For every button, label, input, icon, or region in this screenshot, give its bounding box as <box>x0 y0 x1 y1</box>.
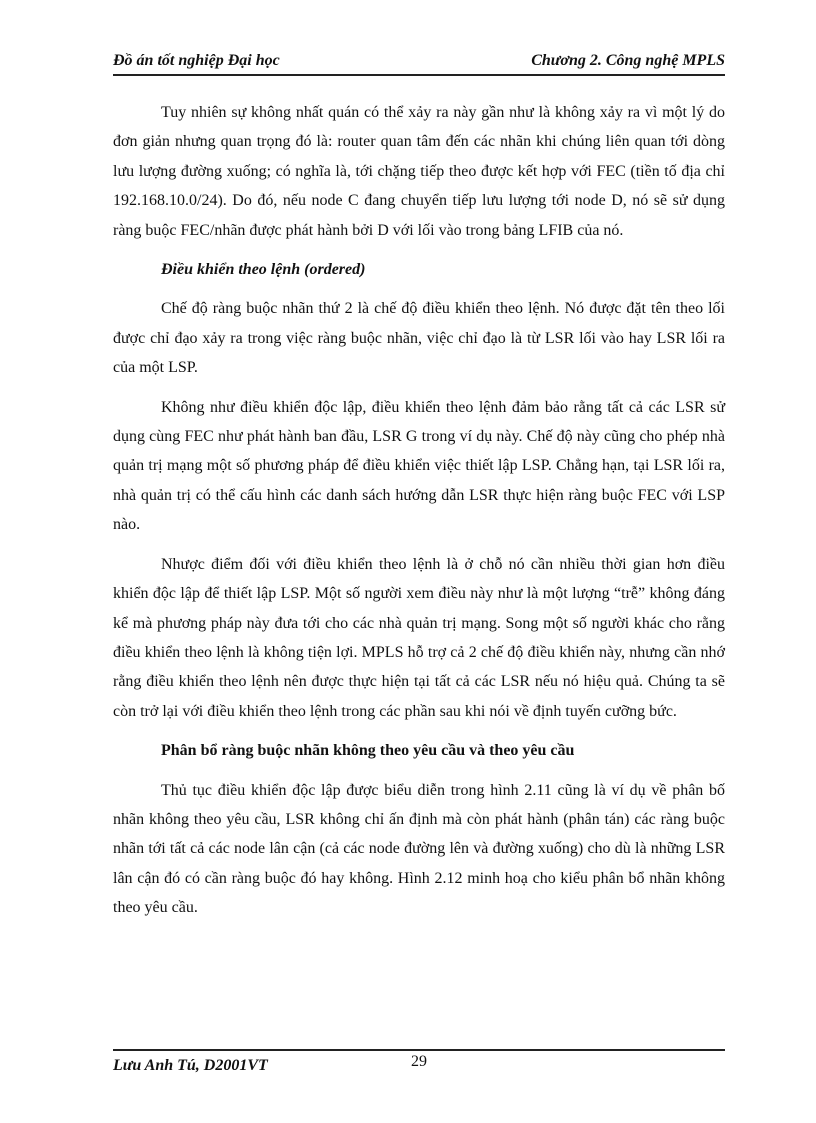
page-body <box>113 98 725 933</box>
paragraph-1: Tuy nhiên sự không nhất quán có thể xảy ra này gần như là không xảy ra vì một lý do đơn giản nhưng quan trọng đó là: router quan tâm đến các nhãn khi chúng liên quan tới dòng lưu lượng đường xuống; có nghĩa là, tới chặng tiếp theo được kết hợp với FEC (tiền tố địa chỉ 192.168.10.0/24). Do đó, nếu node C đang chuyển tiếp lưu lượng tới node D, nó sẽ sử dụng ràng buộc FEC/nhãn được phát hành bởi D với lối vào trong bảng LFIB của nó. <box>113 104 725 239</box>
page-footer <box>113 1049 725 1081</box>
paragraph-3: Không như điều khiển độc lập, điều khiển theo lệnh đảm bảo rằng tất cả các LSR sử dụng cùng FEC như phát hành ban đầu, LSR G trong ví dụ này. Chế độ này cũng cho phép nhà quản trị mạng một số phương pháp để điều khiển việc thiết lập LSP. Chẳng hạn, tại LSR lối ra, nhà quản trị có thể cấu hình các danh sách hướng dẫn LSR thực hiện ràng buộc FEC với LSP nào. <box>113 398 725 534</box>
header-document-title: Đồ án tốt nghiệp Đại học <box>113 52 280 69</box>
paragraph-4: Nhược điểm đối với điều khiển theo lệnh là ở chỗ nó cần nhiều thời gian hơn điều khiển độc lập để thiết lập LSP. Một số người xem điều này như là một lượng “trễ” không đáng kể mà phương pháp này đưa tới cho các nhà quản trị mạng. Song một số người khác cho rằng điều khiển theo lệnh là không tiện lợi. MPLS hỗ trợ cả 2 chế độ điều khiển này, nhưng cần nhớ rằng điều khiển theo lệnh nên được thực hiện tại tất cả các LSR nếu nó hiệu quả. Chúng ta sẽ còn trở lại với điều khiển theo lệnh trong các phần sau khi nói về định tuyến cưỡng bức. <box>113 555 725 720</box>
section-heading-ordered-control: Điều khiển theo lệnh (ordered) <box>161 261 366 279</box>
footer-author: Lưu Anh Tú, D2001VT <box>113 1057 268 1074</box>
page-header <box>113 48 725 76</box>
header-chapter-title: Chương 2. Công nghệ MPLS <box>531 52 725 69</box>
section-heading-label-distribution: Phân bổ ràng buộc nhãn không theo yêu cầu và theo yêu cầu <box>161 742 575 760</box>
paragraph-5: Thủ tục điều khiển độc lập được biểu diễn trong hình 2.11 cũng là ví dụ về phân bố nhãn không theo yêu cầu, LSR không chỉ ấn định mà còn phát hành (phân tán) các ràng buộc nhãn tới tất cả các node lân cận (cả các node đường lên và đường xuống) cho dù là những LSR lân cận đó có cần ràng buộc đó hay không. Hình 2.12 minh hoạ cho kiểu phân bổ nhãn không theo yêu cầu. <box>113 781 725 917</box>
paragraph-2: Chế độ ràng buộc nhãn thứ 2 là chế độ điều khiển theo lệnh. Nó được đặt tên theo lối được chỉ đạo xảy ra trong việc ràng buộc nhãn, việc chỉ đạo là từ LSR lối vào hay LSR lối ra của một LSP. <box>113 300 725 377</box>
page-number: 29 <box>411 1053 427 1070</box>
